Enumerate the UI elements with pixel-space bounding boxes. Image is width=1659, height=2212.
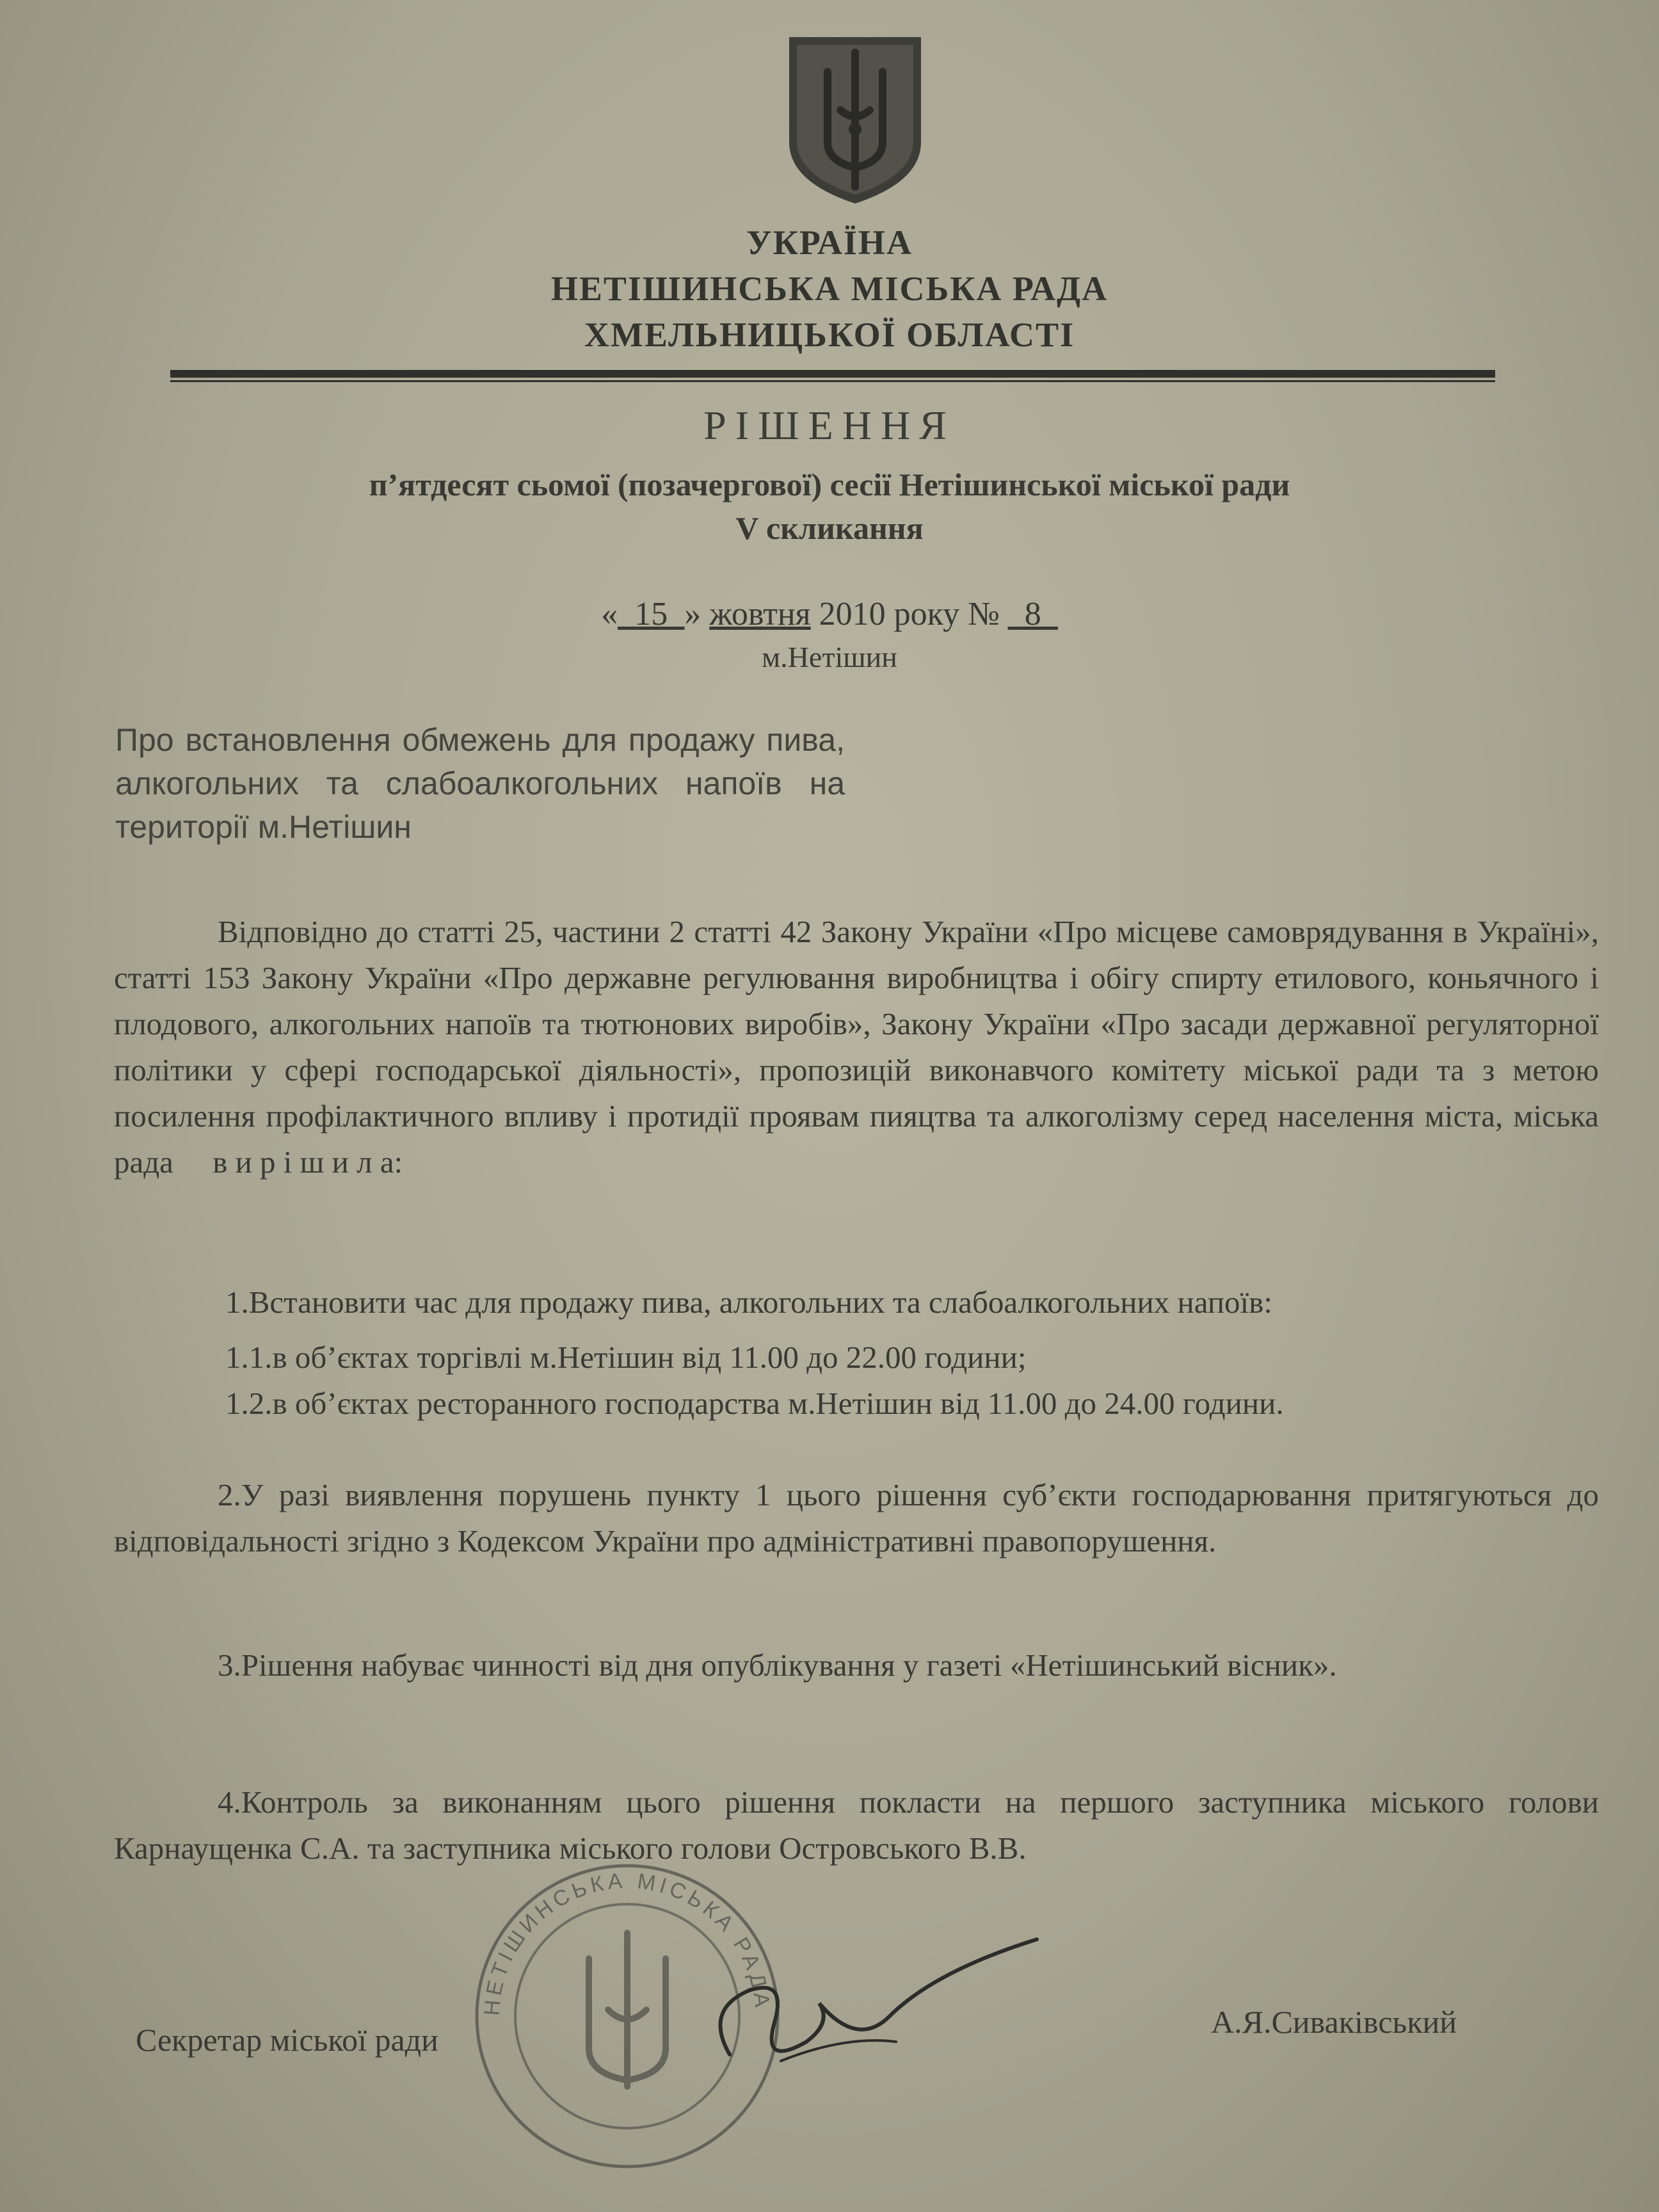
stamp-text: НЕТІШИНСЬКА МІСЬКА РАДА <box>479 1868 775 2017</box>
header-country: УКРАЇНА <box>746 223 913 262</box>
document-date <box>0 595 1659 633</box>
item-1: 1.Встановити час для продажу пива, алкогольних та слабоалкогольних напоїв: <box>225 1285 1272 1320</box>
date-year: 2010 року № <box>819 596 1000 632</box>
coat-of-arms-icon <box>783 33 927 206</box>
document-number: _8_ <box>1007 596 1058 632</box>
document-subject: Про встановлення обмежень для продажу пива, алкогольних та слабоалкогольних напоїв на території м.Нетішин <box>115 722 845 845</box>
signature-position: Секретар міської ради <box>136 2022 438 2058</box>
handwritten-signature <box>678 1895 1088 2099</box>
header-divider <box>170 370 1495 378</box>
preamble-text: Відповідно до статті 25, частини 2 статті 42 Закону України «Про місцеве самоврядування в Україні», статті 153 Закону України «Про державне регулювання виробництва і обігу спирту етилового, коньячного і плодового, алкогольних напоїв та тютюнових виробів», Закону України «Про засади державної регуляторної політики у сфері господарської діяльності», пропозицій виконавчого комітету міської ради та з метою посилення профілактичного впливу і протидії проявам пияцтва та алкоголізму серед населення міста, міська рада <box>114 914 1599 1180</box>
date-open-quote: « <box>601 596 618 632</box>
item-4: 4.Контроль за виконанням цього рішення покласти на першого заступника міського голови Карнаущенка С.А. та заступника міського голови Островського В.В. <box>114 1784 1599 1866</box>
item-1-1: 1.1.в об’єктах торгівлі м.Нетішин від 11.00 до 22.00 години; <box>225 1340 1027 1375</box>
header-council: НЕТІШИНСЬКА МІСЬКА РАДА <box>550 269 1109 308</box>
header-region: ХМЕЛЬНИЦЬКОЇ ОБЛАСТІ <box>584 316 1075 354</box>
decided-label: в и р і ш и л а: <box>212 1144 403 1180</box>
date-day: _15_ <box>618 596 685 632</box>
document-title: РІШЕННЯ <box>703 403 956 448</box>
date-month: жовтня <box>709 596 811 632</box>
date-close-quote: » <box>684 596 701 632</box>
header-divider-thin <box>170 380 1495 382</box>
signatory-name: А.Я.Сиваківський <box>1211 2004 1457 2040</box>
session-line: п’ятдесят сьомої (позачергової) сесії Нетішинської міської ради <box>369 467 1290 502</box>
item-3: 3.Рішення набуває чинності від дня опублікування у газеті «Нетішинський вісник». <box>218 1647 1337 1683</box>
item-1-2: 1.2.в об’єктах ресторанного господарства м.Нетішин від 11.00 до 24.00 години. <box>225 1386 1284 1421</box>
preamble <box>114 909 1599 1185</box>
document-city: м.Нетішин <box>762 641 897 673</box>
item-2: 2.У разі виявлення порушень пункту 1 цього рішення суб’єкти господарювання притягуються до відповідальності згідно з Кодексом України про адміністративні правопорушення. <box>114 1477 1599 1559</box>
convocation-line: V скликання <box>735 510 924 546</box>
